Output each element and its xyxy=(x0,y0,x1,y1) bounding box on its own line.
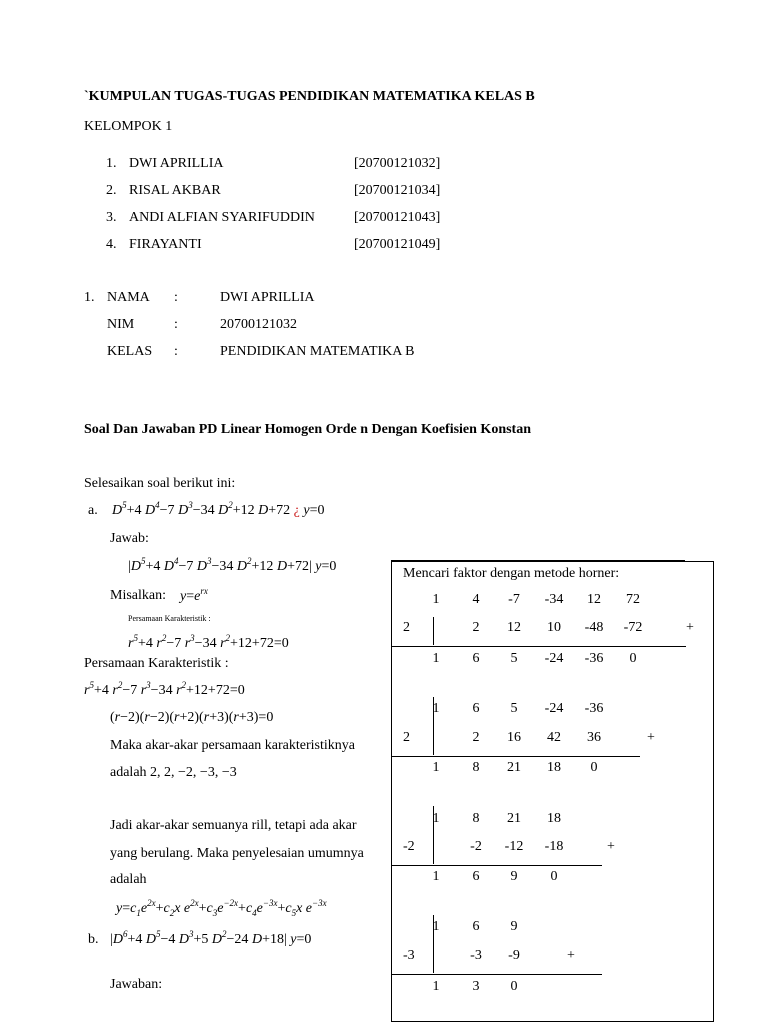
factored-equation: (r−2)(r−2)(r+2)(r+3)(r+3)=0 xyxy=(110,710,274,725)
horner-coefficient: 6 xyxy=(472,701,480,716)
horner-product: 16 xyxy=(507,730,521,745)
horner-coefficient: 18 xyxy=(547,811,561,826)
horner-product: -18 xyxy=(544,839,564,854)
horner-result: 0 xyxy=(550,869,558,884)
horner-result: 8 xyxy=(472,760,480,775)
horner-result: 18 xyxy=(547,760,561,775)
horner-coefficient: 1 xyxy=(432,592,440,607)
horner-result: -36 xyxy=(584,651,604,666)
horner-result-line xyxy=(391,646,686,647)
horner-result-line xyxy=(391,756,640,757)
horner-result-line xyxy=(391,865,602,866)
horner-result: 1 xyxy=(432,760,440,775)
horner-divisor: -3 xyxy=(403,948,415,963)
horner-product: 2 xyxy=(472,620,480,635)
horner-result: 21 xyxy=(507,760,521,775)
horner-product: 10 xyxy=(547,620,561,635)
horner-coefficient: 8 xyxy=(472,811,480,826)
group-label: KELOMPOK 1 xyxy=(84,119,173,134)
horner-coefficient: -7 xyxy=(508,592,520,607)
horner-plus-sign: + xyxy=(567,948,575,963)
small-caption: Persamaan Karakteristik : xyxy=(128,614,211,623)
horner-product: -2 xyxy=(470,839,482,854)
section-title: Soal Dan Jawaban PD Linear Homogen Orde n Dengan Koefisien Konstan xyxy=(84,422,532,437)
general-solution: $y=c_1e^{2x}+c_2x$ $e^{2x}+c_3e^{-2x}+c_4e^{-3x}+c_5x$ $e^{-3x}$ xyxy=(116,898,327,918)
horner-product: 12 xyxy=(507,620,521,635)
horner-result: 5 xyxy=(510,651,518,666)
horner-result: 3 xyxy=(472,979,480,994)
member-nim: [20700121034] xyxy=(354,183,441,198)
horner-result: 0 xyxy=(510,979,518,994)
horner-product: -72 xyxy=(623,620,643,635)
jawaban-label: Jawaban: xyxy=(110,977,163,992)
problem-b-label: b. xyxy=(88,932,99,947)
substitution-equation: $y=e^{rx}$ xyxy=(180,586,208,604)
identity-separator: : xyxy=(174,344,178,359)
intro-text: Selesaikan soal berikut ini: xyxy=(84,476,236,491)
identity-label: NAMA xyxy=(107,290,150,305)
equation-a-operator: $|D^5+4$ $D^4-7$ $D^3-34$ $D^2+12$ D+72| y=0 xyxy=(128,556,337,574)
identity-separator: : xyxy=(174,317,178,332)
horner-product: 36 xyxy=(587,730,601,745)
member-nim: [20700121049] xyxy=(354,237,441,252)
horner-result: 0 xyxy=(590,760,598,775)
horner-coefficient: 9 xyxy=(510,919,518,934)
horner-coefficient: -24 xyxy=(544,701,564,716)
member-number: 4. xyxy=(106,237,117,252)
persamaan-label: Persamaan Karakteristik : xyxy=(84,656,229,671)
characteristic-equation: $r^5+4$ $r^2-7$ $r^3-34$ $r^2+12+72=0$ xyxy=(84,680,245,698)
horner-result: 6 xyxy=(472,651,480,666)
horner-product: -3 xyxy=(470,948,482,963)
horner-coefficient: -36 xyxy=(584,701,604,716)
horner-product: -9 xyxy=(508,948,520,963)
conclusion-line1: Jadi akar-akar semuanya rill, tetapi ada akar xyxy=(110,818,357,833)
horner-coefficient: 1 xyxy=(432,811,440,826)
horner-result: -24 xyxy=(544,651,564,666)
roots-adalah: adalah xyxy=(110,765,147,780)
member-nim: [20700121043] xyxy=(354,210,441,225)
horner-plus-sign: + xyxy=(647,730,655,745)
identity-value: DWI APRILLIA xyxy=(220,290,315,305)
horner-coefficient: 21 xyxy=(507,811,521,826)
horner-divisor: 2 xyxy=(403,730,410,745)
horner-title: Mencari faktor dengan metode horner: xyxy=(403,566,620,581)
horner-coefficient: 5 xyxy=(510,701,518,716)
characteristic-equation-small: $r^5+4$ $r^2-7$ $r^3-34$ $r^2+12+72=0$ xyxy=(128,633,289,651)
problem-a-label: a. xyxy=(88,503,98,518)
roots-values: 2, 2, −2, −3, −3 xyxy=(150,765,237,780)
identity-value: 20700121032 xyxy=(220,317,297,332)
horner-result: 9 xyxy=(510,869,518,884)
horner-coefficient: 72 xyxy=(626,592,640,607)
horner-result: 1 xyxy=(432,651,440,666)
horner-product: 42 xyxy=(547,730,561,745)
conclusion-line3: adalah xyxy=(110,872,147,887)
horner-plus-sign: + xyxy=(686,620,694,635)
identity-value: PENDIDIKAN MATEMATIKA B xyxy=(220,344,415,359)
roots-text-line2 xyxy=(110,765,237,781)
identity-separator: : xyxy=(174,290,178,305)
equation-b: $|D^6+4$ $D^5-4$ $D^3+5$ $D^2-24$ D+18| y=0 xyxy=(110,929,312,947)
horner-product: -48 xyxy=(584,620,604,635)
conclusion-line2: yang berulang. Maka penyelesaian umumnya xyxy=(110,846,364,861)
horner-product: 2 xyxy=(472,730,480,745)
horner-plus-sign: + xyxy=(607,839,615,854)
horner-coefficient: 1 xyxy=(432,701,440,716)
identity-label: KELAS xyxy=(107,344,153,359)
equation-a: $D^5+4$ $D^4-7$ $D^3-34$ $D^2+12$ D+72 ¿ y=0 xyxy=(112,500,325,518)
horner-divisor: 2 xyxy=(403,620,410,635)
horner-coefficient: 1 xyxy=(432,919,440,934)
member-number: 2. xyxy=(106,183,117,198)
member-number: 3. xyxy=(106,210,117,225)
horner-result: 1 xyxy=(432,869,440,884)
horner-coefficient: 6 xyxy=(472,919,480,934)
member-name: ANDI ALFIAN SYARIFUDDIN xyxy=(129,210,315,225)
document-title: `KUMPULAN TUGAS-TUGAS PENDIDIKAN MATEMATIKA KELAS B xyxy=(84,89,535,104)
identity-label: NIM xyxy=(107,317,135,332)
horner-product: -12 xyxy=(504,839,524,854)
identity-number: 1. xyxy=(84,290,95,305)
horner-result-line xyxy=(391,974,602,975)
horner-result: 6 xyxy=(472,869,480,884)
member-name: FIRAYANTI xyxy=(129,237,202,252)
member-name: DWI APRILLIA xyxy=(129,156,224,171)
horner-top-line xyxy=(391,560,685,561)
member-name: RISAL AKBAR xyxy=(129,183,221,198)
horner-coefficient: 12 xyxy=(587,592,601,607)
horner-coefficient: 4 xyxy=(472,592,480,607)
jawab-label: Jawab: xyxy=(110,531,149,546)
misalkan-label: Misalkan: xyxy=(110,588,166,603)
horner-coefficient: -34 xyxy=(544,592,564,607)
roots-text-line1: Maka akar-akar persamaan karakteristiknya xyxy=(110,738,355,753)
horner-divisor: -2 xyxy=(403,839,415,854)
horner-result: 1 xyxy=(432,979,440,994)
member-number: 1. xyxy=(106,156,117,171)
member-nim: [20700121032] xyxy=(354,156,441,171)
horner-result: 0 xyxy=(629,651,637,666)
horner-vertical-line xyxy=(433,617,434,645)
